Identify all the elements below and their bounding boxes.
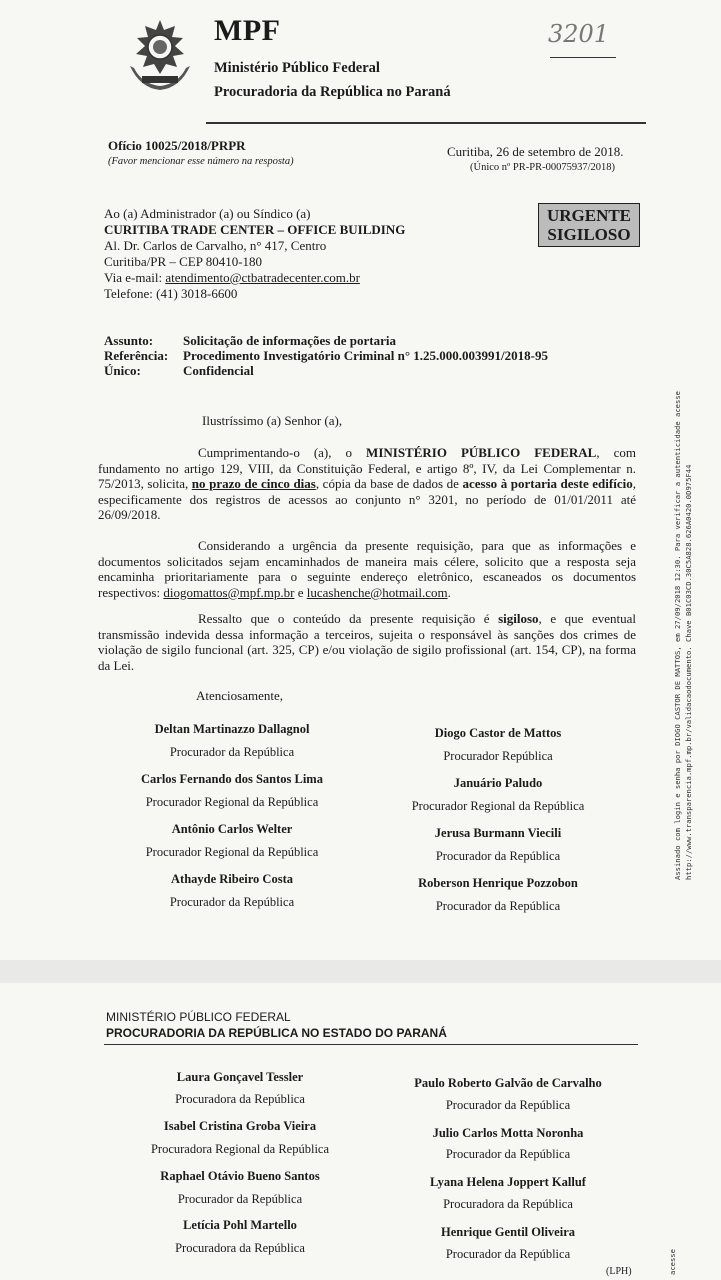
signature-role: Procurador da República xyxy=(435,899,561,913)
signature-name: Januário Paludo xyxy=(453,776,543,790)
header-acronym: MPF xyxy=(214,14,281,47)
signature-name: Antônio Carlos Welter xyxy=(171,822,293,836)
closing: Atenciosamente, xyxy=(196,688,283,703)
signature-name: Julio Carlos Motta Noronha xyxy=(432,1126,584,1140)
p2-email-2[interactable]: lucashenche@hotmail.com xyxy=(306,584,448,600)
signature-name: Paulo Roberto Galvão de Carvalho xyxy=(414,1076,602,1090)
signature-role: Procuradora Regional da República xyxy=(150,1142,330,1156)
unico-value: Confidencial xyxy=(183,363,254,378)
digital-signature-line-2: http://www.transparencia.mpf.mp.br/validacaodocumento. Chave B01C03CD.30C5A828.626A0420.0D975F44 xyxy=(684,464,693,880)
signature-role: Procuradora da República xyxy=(175,1241,305,1255)
p1-text-c: , com fundamento no artigo 129, VIII, da Constituição Federal, e artigo 8º, IV, da Lei Complementar n. 75/2013, solicita, xyxy=(98,445,636,492)
signature-role: Procuradora da República xyxy=(443,1197,573,1211)
signature-role: Procurador República xyxy=(443,749,553,763)
p2-email-1[interactable]: diogomattos@mpf.mp.br xyxy=(163,584,295,600)
signature-name: Deltan Martinazzo Dallagnol xyxy=(154,722,310,736)
header-line-1: Ministério Público Federal xyxy=(214,60,380,76)
signature-name: Raphael Otávio Bueno Santos xyxy=(160,1169,320,1183)
signature-name: Letícia Pohl Martello xyxy=(183,1218,297,1232)
unique-number: (Único nº PR-PR-00075937/2018) xyxy=(470,162,616,173)
signature-role: Procuradora da República xyxy=(175,1092,305,1106)
p1-mpf-bold: MINISTÉRIO PÚBLICO FEDERAL xyxy=(366,445,597,460)
handwritten-underline xyxy=(550,57,616,58)
digital-signature-note xyxy=(672,391,694,880)
greeting: Ilustríssimo (a) Senhor (a), xyxy=(202,413,343,428)
p3-sigiloso-bold: sigiloso xyxy=(498,611,539,626)
signature-name: Henrique Gentil Oliveira xyxy=(440,1225,575,1239)
assunto-value: Solicitação de informações de portaria xyxy=(183,333,397,348)
signature-role: Procurador da República xyxy=(445,1098,571,1112)
header-line-2: Procuradoria da República no Paraná xyxy=(214,84,451,100)
signature-role: Procurador Regional da República xyxy=(411,799,585,813)
signature-name: Laura Gonçavel Tessler xyxy=(176,1070,304,1084)
page2-header-rule xyxy=(104,1044,638,1045)
p1-text-a: Cumprimentando-o (a), o xyxy=(198,445,367,460)
recipient-address: Al. Dr. Carlos de Carvalho, n° 417, Centro xyxy=(104,238,327,253)
signature-role: Procurador Regional da República xyxy=(145,845,319,859)
signature-role: Procurador da República xyxy=(445,1147,571,1161)
digital-signature-line-1: Assinado com login e senha por DIOGO CASTOR DE MATTOS, em 27/09/2018 12:30. Para verificar a autenticidade acesse xyxy=(673,391,682,880)
oficio-note: (Favor mencionar esse número na resposta) xyxy=(108,156,294,167)
paragraph-3 xyxy=(98,611,636,673)
handwritten-number: 3201 xyxy=(548,20,610,48)
p1-text-e: , cópia da base de dados de xyxy=(315,476,463,492)
signature-name: Athayde Ribeiro Costa xyxy=(171,872,293,886)
recipient-phone: Telefone: (41) 3018-6600 xyxy=(104,286,238,301)
unico-label: Único: xyxy=(104,363,141,378)
page2-side-fragment: acesse xyxy=(668,1249,677,1275)
paragraph-2 xyxy=(98,538,636,600)
brazil-coat-of-arms-icon xyxy=(120,16,200,96)
paragraph-1 xyxy=(98,445,636,523)
stamp-line-2: SIGILOSO xyxy=(547,225,631,244)
city-date: Curitiba, 26 de setembro de 2018. xyxy=(447,144,624,159)
recipient-email-label: Via e-mail: xyxy=(104,270,166,285)
footer-initials: (LPH) xyxy=(606,1266,632,1277)
document-page-2 xyxy=(0,983,721,1280)
signature-role: Procurador da República xyxy=(445,1247,571,1261)
p2-text-a: Considerando a urgência da presente requisição, para que as informações e documentos solicitados sejam encaminhados de maneira mais célere, solicito que a resposta seja encaminha prioritariamente para o seguinte endereço eletrônico, escaneados os documentos respectivos: xyxy=(98,538,636,600)
oficio-number: Ofício 10025/2018/PRPR xyxy=(108,138,246,153)
p3-text-a: Ressalto que o conteúdo da presente requisição é xyxy=(198,611,499,626)
header-rule xyxy=(206,122,646,124)
referencia-value: Procedimento Investigatório Criminal n° 1.25.000.003991/2018-95 xyxy=(183,348,548,363)
recipient-name: CURITIBA TRADE CENTER – OFFICE BUILDING xyxy=(104,222,406,237)
signature-name: Jerusa Burmann Viecili xyxy=(434,826,562,840)
recipient-email-line xyxy=(104,270,360,286)
p3-text-c: , e que eventual transmissão indevida dessa informação a terceiros, sujeita o responsável às sanções dos crimes de violação de sigilo funcional (art. 325, CP) e/ou violação de sigilo profissional (art. 154, CP), na forma da Lei. xyxy=(98,611,636,673)
assunto-label: Assunto: xyxy=(104,333,154,348)
p2-text-end: . xyxy=(447,584,451,600)
signature-name: Carlos Fernando dos Santos Lima xyxy=(141,772,323,786)
signature-role: Procurador da República xyxy=(435,849,561,863)
page2-title-1: MINISTÉRIO PÚBLICO FEDERAL xyxy=(106,1010,291,1024)
p1-text-g: , especificamente dos registros de acessos ao conjunto n° 3201, no período de 01/01/2011 até 26/09/2018. xyxy=(98,476,636,523)
signature-role: Procurador da República xyxy=(169,895,295,909)
recipient-email-link[interactable]: atendimento@ctbatradecenter.com.br xyxy=(165,270,360,285)
signature-name: Diogo Castor de Mattos xyxy=(434,726,562,740)
signature-name: Lyana Helena Joppert Kalluf xyxy=(430,1175,586,1189)
recipient-to: Ao (a) Administrador (a) ou Síndico (a) xyxy=(104,206,311,221)
signature-name: Roberson Henrique Pozzobon xyxy=(418,876,578,890)
p1-deadline: no prazo de cinco dias xyxy=(191,476,316,492)
recipient-city: Curitiba/PR – CEP 80410-180 xyxy=(104,254,263,269)
p1-access-bold: acesso à portaria deste edifício xyxy=(462,476,633,492)
signature-name: Isabel Cristina Groba Vieira xyxy=(163,1119,317,1133)
signature-role: Procurador Regional da República xyxy=(145,795,319,809)
signature-role: Procurador da República xyxy=(169,745,295,759)
p2-text-and: e xyxy=(294,584,307,600)
referencia-label: Referência: xyxy=(104,348,169,363)
urgent-confidential-stamp xyxy=(538,203,640,247)
signature-role: Procurador da República xyxy=(177,1192,303,1206)
page2-title-2: PROCURADORIA DA REPÚBLICA NO ESTADO DO PARANÁ xyxy=(106,1026,447,1040)
stamp-line-1: URGENTE xyxy=(546,206,632,225)
